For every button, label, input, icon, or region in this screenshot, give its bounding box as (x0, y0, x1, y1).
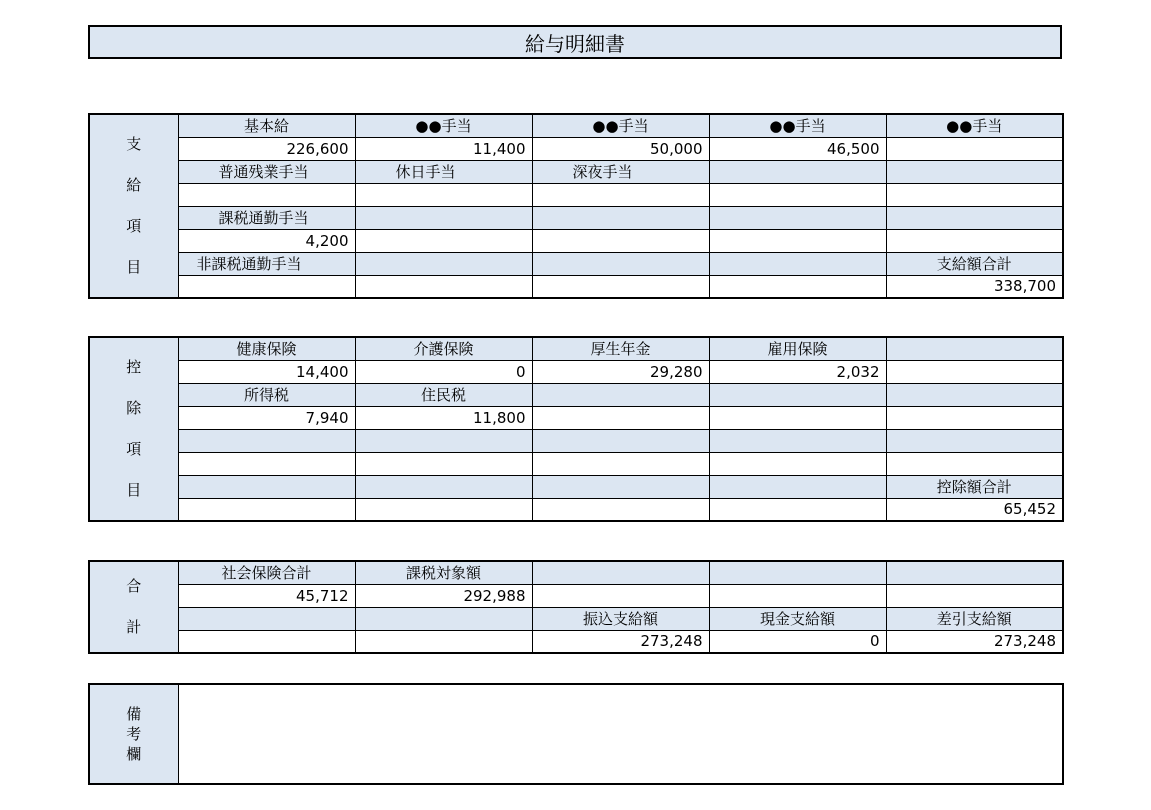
item-value (532, 498, 709, 521)
item-value (709, 498, 886, 521)
side-char: 欄 (126, 745, 142, 763)
item-value (886, 452, 1063, 475)
item-label (355, 429, 532, 452)
totals-side-label (89, 561, 178, 653)
item-label: 雇用保険 (709, 337, 886, 360)
item-value (886, 183, 1063, 206)
document-title (88, 25, 1062, 59)
item-value (709, 452, 886, 475)
item-label (355, 206, 532, 229)
item-label (709, 252, 886, 275)
remarks-table (88, 683, 1064, 785)
item-value: 29,280 (532, 360, 709, 383)
item-label (178, 607, 355, 630)
item-label (886, 429, 1063, 452)
item-value (709, 584, 886, 607)
item-value (178, 275, 355, 298)
item-value: 7,940 (178, 406, 355, 429)
item-value (886, 584, 1063, 607)
item-label (355, 475, 532, 498)
item-value (886, 360, 1063, 383)
item-value (355, 275, 532, 298)
side-char: 項 (126, 217, 142, 235)
item-value: 50,000 (532, 137, 709, 160)
item-label: 深夜手当 (532, 160, 709, 183)
side-char: 考 (126, 725, 142, 743)
item-value: 46,500 (709, 137, 886, 160)
item-value: 4,200 (178, 229, 355, 252)
item-label (532, 429, 709, 452)
item-label (886, 337, 1063, 360)
item-value: 292,988 (355, 584, 532, 607)
net-pay-label: 差引支給額 (886, 607, 1063, 630)
item-value (532, 229, 709, 252)
item-label: 健康保険 (178, 337, 355, 360)
net-pay-value: 273,248 (886, 630, 1063, 653)
item-value (178, 452, 355, 475)
side-char: 給 (126, 176, 142, 194)
side-char: 除 (126, 399, 142, 417)
item-label (886, 206, 1063, 229)
item-value (178, 183, 355, 206)
item-label (709, 429, 886, 452)
item-value (709, 183, 886, 206)
total-value: 65,452 (886, 498, 1063, 521)
item-value: 273,248 (532, 630, 709, 653)
item-value: 14,400 (178, 360, 355, 383)
item-label (709, 475, 886, 498)
item-label: 課税通勤手当 (178, 206, 355, 229)
item-value (355, 452, 532, 475)
item-label (178, 429, 355, 452)
totals-table (88, 560, 1064, 654)
total-value: 338,700 (886, 275, 1063, 298)
item-value (709, 275, 886, 298)
deductions-side-label (89, 337, 178, 521)
item-label (355, 252, 532, 275)
item-value (532, 183, 709, 206)
item-label: 普通残業手当 (178, 160, 355, 183)
item-value (355, 229, 532, 252)
item-value: 0 (709, 630, 886, 653)
item-value: 11,400 (355, 137, 532, 160)
item-label (532, 206, 709, 229)
item-label (532, 561, 709, 584)
item-value: 45,712 (178, 584, 355, 607)
item-label: 非課税通勤手当 (178, 252, 355, 275)
item-label: 振込支給額 (532, 607, 709, 630)
item-value (355, 630, 532, 653)
side-char: 支 (126, 135, 142, 153)
item-label: 住民税 (355, 383, 532, 406)
item-label (886, 383, 1063, 406)
item-label (709, 383, 886, 406)
item-value (709, 406, 886, 429)
deductions-table (88, 336, 1064, 522)
item-label: ●●手当 (355, 114, 532, 137)
side-char: 備 (126, 705, 142, 723)
item-value: 0 (355, 360, 532, 383)
remarks-content (178, 684, 1063, 784)
item-value: 226,600 (178, 137, 355, 160)
item-label (178, 475, 355, 498)
item-label (532, 383, 709, 406)
remarks-side-label (89, 684, 178, 784)
item-value (886, 229, 1063, 252)
item-value (532, 406, 709, 429)
item-label: 社会保険合計 (178, 561, 355, 584)
item-value (709, 229, 886, 252)
item-label: 基本給 (178, 114, 355, 137)
item-label (709, 160, 886, 183)
payments-table (88, 113, 1064, 299)
item-value (532, 452, 709, 475)
item-label (355, 607, 532, 630)
item-label (532, 252, 709, 275)
item-value (886, 137, 1063, 160)
item-label: ●●手当 (886, 114, 1063, 137)
payments-side-label (89, 114, 178, 298)
side-char: 計 (126, 618, 142, 636)
item-label: 所得税 (178, 383, 355, 406)
item-label: ●●手当 (709, 114, 886, 137)
item-value (355, 498, 532, 521)
total-label: 控除額合計 (886, 475, 1063, 498)
item-value: 11,800 (355, 406, 532, 429)
side-char: 合 (126, 577, 142, 595)
item-value (355, 183, 532, 206)
item-value (886, 406, 1063, 429)
item-label (532, 475, 709, 498)
item-label: ●●手当 (532, 114, 709, 137)
item-value (532, 584, 709, 607)
item-value: 2,032 (709, 360, 886, 383)
side-char: 目 (126, 481, 142, 499)
item-value (178, 630, 355, 653)
item-label (886, 561, 1063, 584)
side-char: 項 (126, 440, 142, 458)
item-value (178, 498, 355, 521)
item-label (709, 206, 886, 229)
item-label: 介護保険 (355, 337, 532, 360)
item-label: 休日手当 (355, 160, 532, 183)
side-char: 目 (126, 258, 142, 276)
item-label (886, 160, 1063, 183)
item-label: 厚生年金 (532, 337, 709, 360)
side-char: 控 (126, 358, 142, 376)
item-value (532, 275, 709, 298)
item-label: 課税対象額 (355, 561, 532, 584)
item-label: 現金支給額 (709, 607, 886, 630)
total-label: 支給額合計 (886, 252, 1063, 275)
title-text: 給与明細書 (525, 31, 625, 56)
item-label (709, 561, 886, 584)
